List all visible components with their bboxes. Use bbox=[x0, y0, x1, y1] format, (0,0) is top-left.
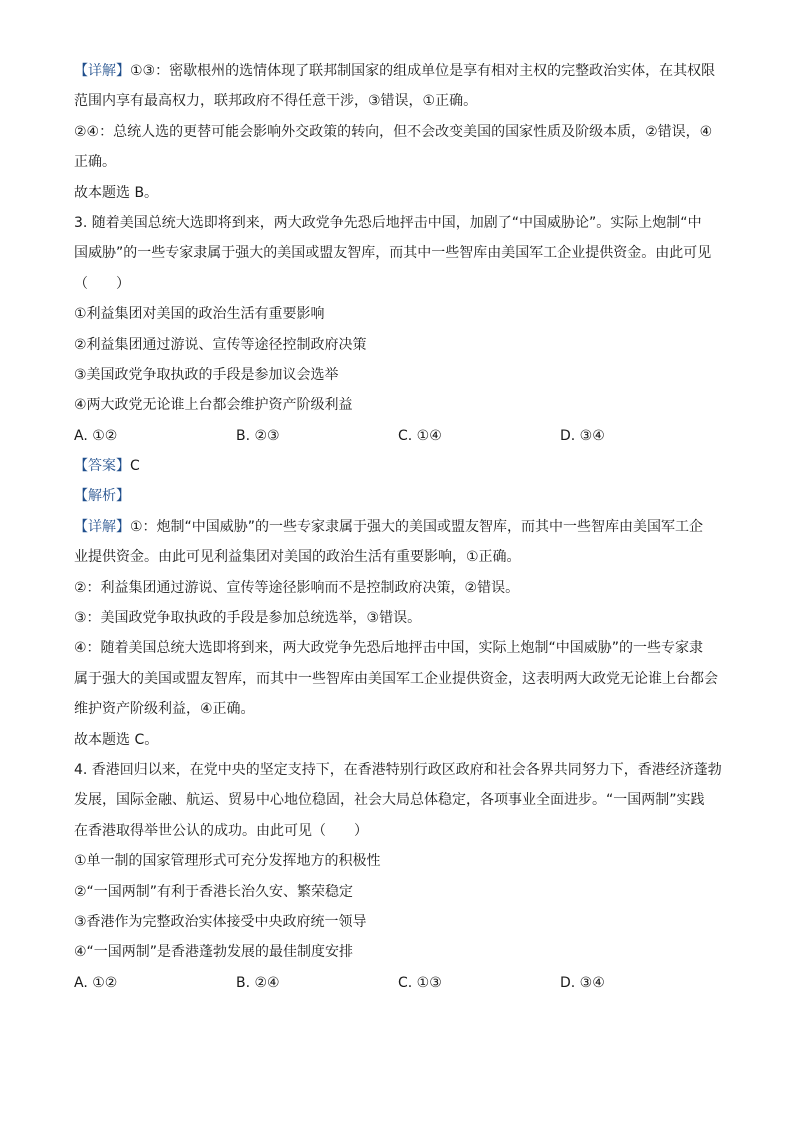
question-item: ②利益集团通过游说、宣传等途径控制政府决策 bbox=[74, 336, 367, 353]
question-item: ④“一国两制”是香港蓬勃发展的最佳制度安排 bbox=[74, 944, 354, 961]
detail-line: 范围内享有最高权力，联邦政府不得任意干涉，③错误，①正确。 bbox=[74, 93, 478, 110]
option-a: A. ①② bbox=[74, 974, 118, 991]
answer-value: C bbox=[130, 458, 140, 475]
question-stem: 国威胁”的一些专家隶属于强大的美国或盟友智库，而其中一些智库由美国军工企业提供资金。由此可见 bbox=[74, 245, 712, 262]
option-d: D. ③④ bbox=[560, 974, 605, 991]
analysis-tag: 【解析】 bbox=[74, 488, 130, 505]
detail-text: ①：炮制“中国威胁”的一些专家隶属于强大的美国或盟友智库，而其中一些智库由美国军工企 bbox=[130, 518, 704, 535]
answer-options bbox=[74, 972, 724, 994]
option-d: D. ③④ bbox=[560, 427, 605, 444]
detail-line: ③：美国政党争取执政的手段是参加总统选举，③错误。 bbox=[74, 610, 422, 627]
document-page bbox=[74, 60, 724, 1002]
detail-line bbox=[74, 516, 724, 538]
detail-line: 业提供资金。由此可见利益集团对美国的政治生活有重要影响，①正确。 bbox=[74, 549, 521, 566]
question-item: ①单一制的国家管理形式可充分发挥地方的积极性 bbox=[74, 853, 381, 870]
option-b: B. ②③ bbox=[236, 427, 280, 444]
option-a: A. ①② bbox=[74, 427, 118, 444]
detail-text: ①③：密歇根州的选情体现了联邦制国家的组成单位是享有相对主权的完整政治实体，在其权限 bbox=[130, 63, 716, 79]
question-item: ①利益集团对美国的政治生活有重要影响 bbox=[74, 306, 325, 323]
answer-line bbox=[74, 455, 724, 477]
detail-tag: 【详解】 bbox=[74, 518, 130, 535]
question-stem: 4. 香港回归以来，在党中央的坚定支持下，在香港特别行政区政府和社会各界共同努力下，香港经济蓬勃 bbox=[74, 761, 722, 778]
detail-line: 维护资产阶级利益，④正确。 bbox=[74, 701, 255, 718]
option-c: C. ①④ bbox=[398, 427, 442, 444]
question-stem: 发展，国际金融、航运、贸易中心地位稳固，社会大局总体稳定，各项事业全面进步。“一国两制”实践 bbox=[74, 792, 705, 809]
question-item: ③香港作为完整政治实体接受中央政府统一领导 bbox=[74, 913, 367, 930]
conclusion-line: 故本题选 B。 bbox=[74, 184, 159, 201]
detail-line bbox=[74, 60, 724, 82]
question-stem: （ ） bbox=[74, 275, 130, 292]
detail-tag: 【详解】 bbox=[74, 63, 130, 79]
question-stem: 在香港取得举世公认的成功。由此可见（ ） bbox=[74, 822, 368, 839]
option-b: B. ②④ bbox=[236, 974, 280, 991]
detail-line: 正确。 bbox=[74, 154, 116, 171]
option-c: C. ①③ bbox=[398, 974, 442, 991]
answer-tag: 【答案】 bbox=[74, 458, 130, 475]
conclusion-line: 故本题选 C。 bbox=[74, 731, 159, 748]
detail-line: ②：利益集团通过游说、宣传等途径影响而不是控制政府决策，②错误。 bbox=[74, 579, 520, 596]
detail-line: ④：随着美国总统大选即将到来，两大政党争先恐后地抨击中国，实际上炮制“中国威胁”的一些专家隶 bbox=[74, 640, 704, 657]
detail-line: 属于强大的美国或盟友智库，而其中一些智库由美国军工企业提供资金，这表明两大政党无论谁上台都会 bbox=[74, 670, 718, 687]
question-item: ②“一国两制”有利于香港长治久安、繁荣稳定 bbox=[74, 883, 354, 900]
answer-options bbox=[74, 425, 724, 447]
question-item: ④两大政党无论谁上台都会维护资产阶级利益 bbox=[74, 397, 353, 414]
question-stem: 3. 随着美国总统大选即将到来，两大政党争先恐后地抨击中国，加剧了“中国威胁论”。实际上炮制“中 bbox=[74, 214, 702, 231]
detail-line: ②④：总统人选的更替可能会影响外交政策的转向，但不会改变美国的国家性质及阶级本质，②错误，④ bbox=[74, 123, 713, 140]
question-item: ③美国政党争取执政的手段是参加议会选举 bbox=[74, 366, 339, 383]
